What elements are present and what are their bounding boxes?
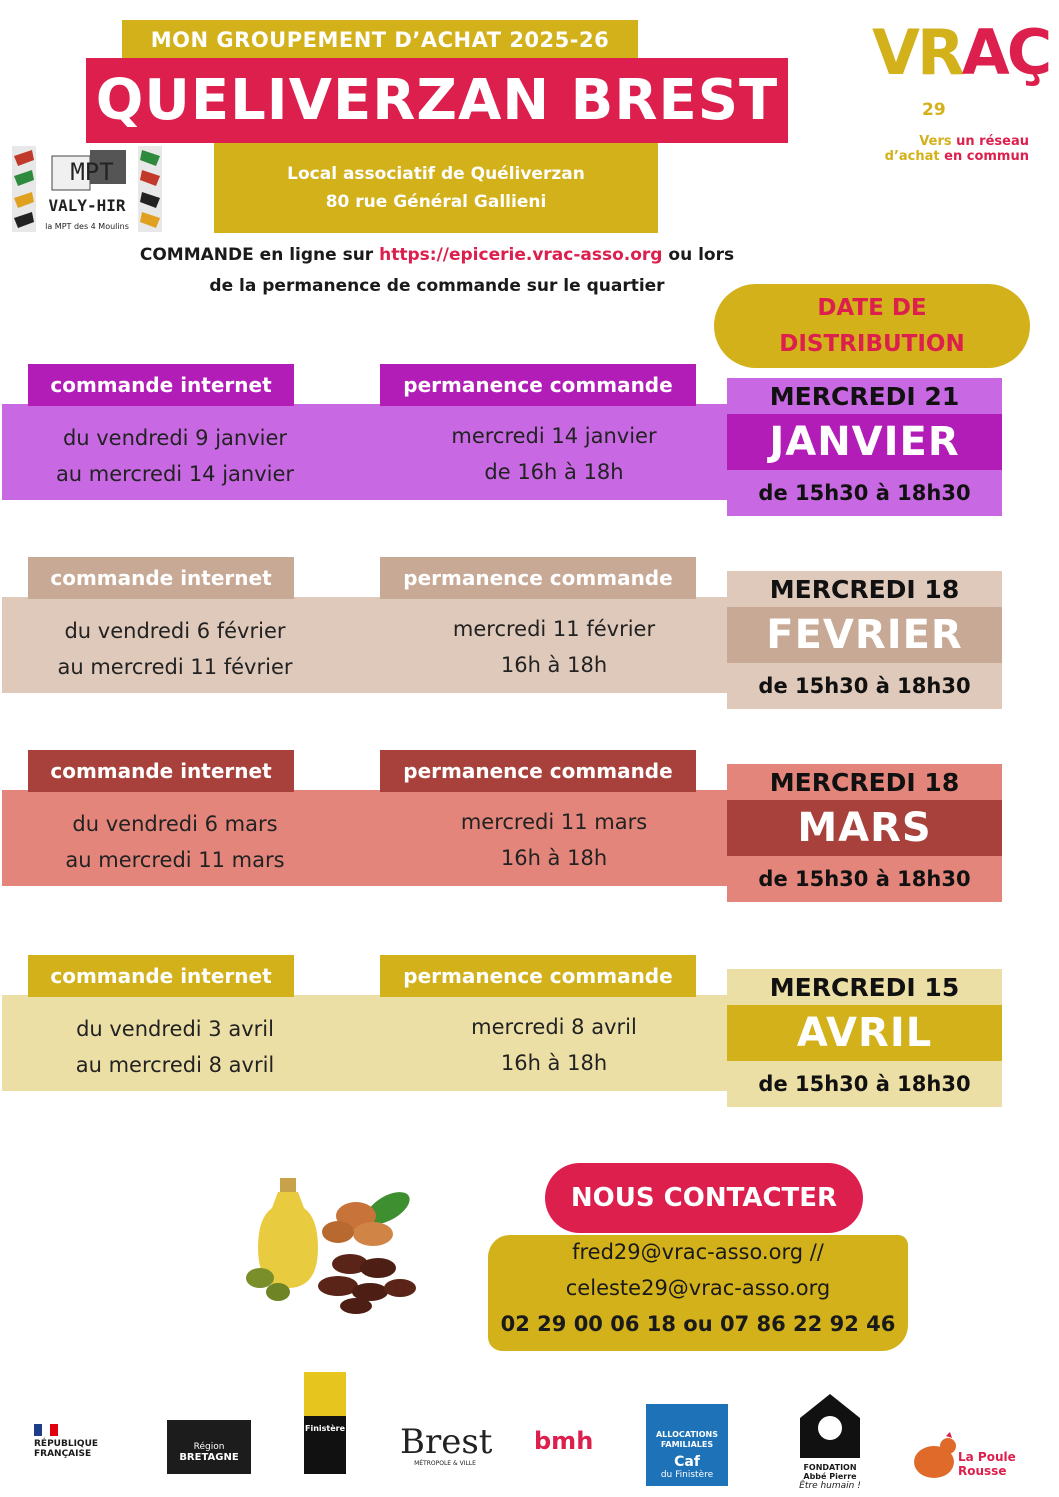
distribution-header	[714, 284, 1030, 368]
logo-poule-line-1: La Poule	[958, 1450, 1016, 1464]
address-line-1: Local associatif de Quéliverzan	[287, 164, 585, 184]
internet-period	[20, 420, 330, 492]
permanence-hours: 16h à 18h	[500, 846, 608, 870]
vrac-logo-word	[872, 18, 1049, 88]
vrac-tagline	[885, 134, 1029, 164]
distribution-day: MERCREDI 21	[769, 381, 960, 411]
permanence-period	[396, 804, 712, 876]
internet-period-end: au mercredi 11 mars	[65, 848, 285, 872]
logo-finistere-text: Finistère	[304, 1424, 346, 1433]
internet-period-end: au mercredi 8 avril	[75, 1053, 275, 1077]
permanence-day: mercredi 11 février	[452, 617, 656, 641]
logo-la-poule-rousse	[910, 1432, 1022, 1486]
distribution-day: MERCREDI 18	[769, 574, 960, 604]
distribution-date-box	[727, 571, 1002, 709]
distribution-day: MERCREDI 18	[769, 767, 960, 797]
logo-fondation-abbe-pierre	[796, 1392, 864, 1491]
tab-commande-internet: commande internet	[28, 750, 294, 792]
distribution-date-box	[727, 969, 1002, 1107]
distribution-month: FEVRIER	[727, 607, 1002, 663]
logo-region-small: Région	[193, 1442, 225, 1452]
internet-period-end: au mercredi 14 janvier	[55, 462, 295, 486]
mpt-logo-caption: la MPT des 4 Moulins	[45, 222, 129, 231]
mpt-logo	[12, 146, 162, 236]
vrac-tag-2a: d’achat	[884, 149, 945, 164]
permanence-day: mercredi 11 mars	[460, 810, 648, 834]
food-illustration	[238, 1168, 438, 1318]
hen-icon	[910, 1432, 960, 1482]
logo-bmh	[534, 1427, 594, 1455]
logo-caf-line-2: Caf	[674, 1454, 700, 1470]
logo-caf-line-3: du Finistère	[660, 1470, 714, 1480]
mpt-logo-subtitle: VALY-HIR	[48, 196, 126, 215]
tab-commande-internet: commande internet	[28, 955, 294, 997]
permanence-day: mercredi 8 avril	[471, 1015, 637, 1039]
logo-caf	[646, 1404, 728, 1486]
logo-poule-line-2: Rousse	[958, 1464, 1007, 1478]
vrac-tag-1b: un réseau	[956, 134, 1029, 149]
logo-brest-metropole	[400, 1422, 493, 1467]
order-text-after: ou lors	[662, 245, 735, 265]
distribution-date-box	[727, 378, 1002, 516]
contact-email-2[interactable]: celeste29@vrac-asso.org	[565, 1276, 831, 1300]
contact-phone[interactable]: 02 29 00 06 18 ou 07 86 22 92 46	[500, 1312, 896, 1336]
distribution-hours: de 15h30 à 18h30	[758, 674, 971, 698]
vrac-tag-1a: Vers	[919, 134, 957, 149]
vrac-tag-2b: en commun	[944, 149, 1029, 164]
tab-commande-internet: commande internet	[28, 364, 294, 406]
address-line-2: 80 rue Général Gallieni	[325, 192, 547, 212]
order-text: COMMANDE en ligne sur	[139, 245, 380, 265]
address-box	[214, 143, 658, 233]
order-line-2: de la permanence de commande sur le quartier	[209, 276, 665, 296]
schedule-block-avril	[0, 955, 1059, 1115]
contact-email-1[interactable]: fred29@vrac-asso.org //	[572, 1240, 824, 1264]
distribution-hours: de 15h30 à 18h30	[758, 1072, 971, 1096]
internet-period-end: au mercredi 11 février	[57, 655, 293, 679]
permanence-hours: de 16h à 18h	[484, 460, 624, 484]
distribution-month: MARS	[727, 800, 1002, 856]
tab-commande-internet: commande internet	[28, 557, 294, 599]
house-portrait-icon	[798, 1392, 862, 1460]
schedule-block-fevrier	[0, 557, 1059, 717]
finistere-crest-icon	[304, 1372, 346, 1416]
permanence-period	[396, 611, 712, 683]
vrac-logo-number: 29	[922, 100, 946, 120]
vrac-logo	[872, 16, 1050, 168]
logo-brest-sub: MÉTROPOLE & VILLE	[414, 1460, 476, 1467]
distribution-day: MERCREDI 15	[769, 972, 960, 1002]
distribution-hours: de 15h30 à 18h30	[758, 481, 971, 505]
distribution-header-line-2: DISTRIBUTION	[779, 331, 965, 357]
logo-caf-line-1: ALLOCATIONS FAMILIALES	[655, 1430, 719, 1449]
logo-region-bretagne	[167, 1420, 251, 1474]
logo-republique-text: RÉPUBLIQUE FRANÇAISE	[34, 1439, 99, 1459]
vrac-logo-ac: AÇ	[961, 16, 1050, 89]
logo-abbe-line-2: Abbé Pierre	[803, 1472, 857, 1481]
group-label: MON GROUPEMENT D’ACHAT 2025-26	[122, 20, 638, 60]
mpt-logo-text: MPT	[70, 158, 114, 186]
internet-period-start: du vendredi 9 janvier	[62, 426, 288, 450]
logo-republique-francaise	[34, 1424, 114, 1459]
internet-period	[20, 1011, 330, 1083]
order-info	[110, 240, 764, 302]
logo-bmh-text: bmh	[534, 1427, 594, 1455]
vrac-logo-vr: VR	[872, 16, 962, 89]
order-url-link[interactable]: https://epicerie.vrac-asso.org	[379, 245, 663, 265]
logo-brest-text: Brest	[400, 1422, 493, 1462]
distribution-month: JANVIER	[727, 414, 1002, 470]
internet-period	[20, 806, 330, 878]
distribution-month: AVRIL	[727, 1005, 1002, 1061]
permanence-day: mercredi 14 janvier	[451, 424, 657, 448]
logo-region-text: BRETAGNE	[179, 1452, 239, 1463]
tab-permanence-commande: permanence commande	[380, 364, 696, 406]
distribution-header-line-1: DATE DE	[817, 295, 927, 321]
tab-permanence-commande: permanence commande	[380, 750, 696, 792]
tab-permanence-commande: permanence commande	[380, 955, 696, 997]
page-title: QUELIVERZAN BREST	[86, 58, 788, 143]
schedule-block-mars	[0, 750, 1059, 910]
logo-abbe-line-3: Être humain !	[799, 1481, 861, 1491]
contact-button: NOUS CONTACTER	[545, 1163, 863, 1233]
permanence-hours: 16h à 18h	[500, 653, 608, 677]
internet-period	[20, 613, 330, 685]
permanence-period	[396, 418, 712, 490]
distribution-date-box	[727, 764, 1002, 902]
logo-finistere	[304, 1372, 346, 1474]
flag-icon	[34, 1424, 58, 1436]
schedule-block-janvier	[0, 364, 1059, 524]
permanence-period	[396, 1009, 712, 1081]
internet-period-start: du vendredi 6 mars	[72, 812, 278, 836]
internet-period-start: du vendredi 3 avril	[76, 1017, 274, 1041]
internet-period-start: du vendredi 6 février	[64, 619, 286, 643]
permanence-hours: 16h à 18h	[500, 1051, 608, 1075]
distribution-hours: de 15h30 à 18h30	[758, 867, 971, 891]
logo-abbe-line-1: FONDATION	[803, 1463, 857, 1472]
tab-permanence-commande: permanence commande	[380, 557, 696, 599]
